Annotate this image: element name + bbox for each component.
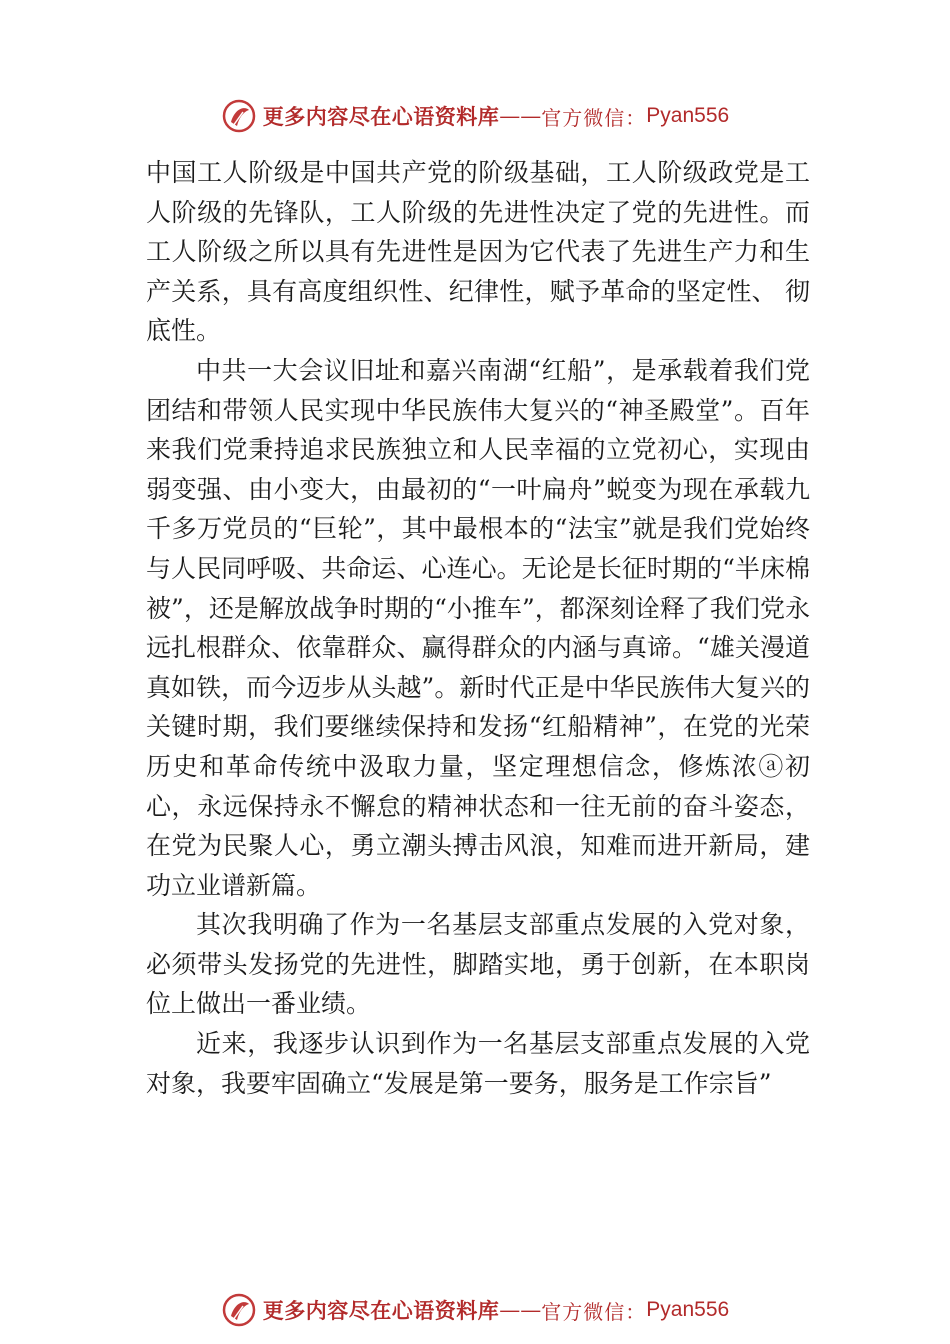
brand-logo-icon	[221, 98, 257, 134]
banner-wechat-label: 官方微信：	[541, 105, 647, 130]
footer-banner	[0, 1290, 950, 1330]
brand-logo-icon	[221, 1292, 257, 1328]
banner-main-text: 更多内容尽在心语资料库	[262, 1299, 500, 1323]
paragraph: 中共一大会议旧址和嘉兴南湖“红船”，是承载着我们党团结和带领人民实现中华民族伟大复兴的“神圣殿堂”。百年来我们党秉持追求民族独立和人民幸福的立党初心，实现由弱变强、由小变大，由最初的“一叶扁舟”蜕变为现在承载九千多万党员的“巨轮”，其中最根本的“法宝”就是我们党始终与人民同呼吸、共命运、心连心。无论是长征时期的“半床棉被”，还是解放战争时期的“小推车”，都深刻诠释了我们党永远扎根群众、依靠群众、赢得群众的内涵与真谛。“雄关漫道真如铁，而今迈步从头越”。新时代正是中华民族伟大复兴的关键时期，我们要继续保持和发扬“红船精神”，在党的光荣历史和革命传统中汲取力量，坚定理想信念，修炼浓ⓐ初心，永远保持永不懈怠的精神状态和一往无前的奋斗姿态，在党为民聚人心，勇立潮头搏击风浪，知难而进开新局，建功立业谱新篇。	[146, 355, 810, 900]
banner-wechat-id: Pyan556	[646, 1298, 730, 1321]
banner-separator: ——	[499, 104, 542, 128]
banner-separator: ——	[499, 1298, 542, 1322]
document-body	[146, 153, 810, 1103]
paragraph: 其次我明确了作为一名基层支部重点发展的入党对象，必须带头发扬党的先进性，脚踏实地，勇于创新，在本职岗位上做出一番业绩。	[146, 910, 810, 1019]
paragraph: 近来，我逐步认识到作为一名基层支部重点发展的入党对象，我要牢固确立“发展是第一要务，服务是工作宗旨”	[146, 1029, 810, 1098]
banner-wechat-id: Pyan556	[646, 104, 730, 127]
header-banner	[0, 96, 950, 136]
banner-wechat-label: 官方微信：	[541, 1299, 647, 1324]
banner-main-text: 更多内容尽在心语资料库	[262, 105, 500, 129]
paragraph: 中国工人阶级是中国共产党的阶级基础，工人阶级政党是工人阶级的先锋队，工人阶级的先进性决定了党的先进性。而工人阶级之所以具有先进性是因为它代表了先进生产力和生产关系，具有高度组织性、纪律性，赋予革命的坚定性、 彻底性。	[146, 158, 810, 346]
